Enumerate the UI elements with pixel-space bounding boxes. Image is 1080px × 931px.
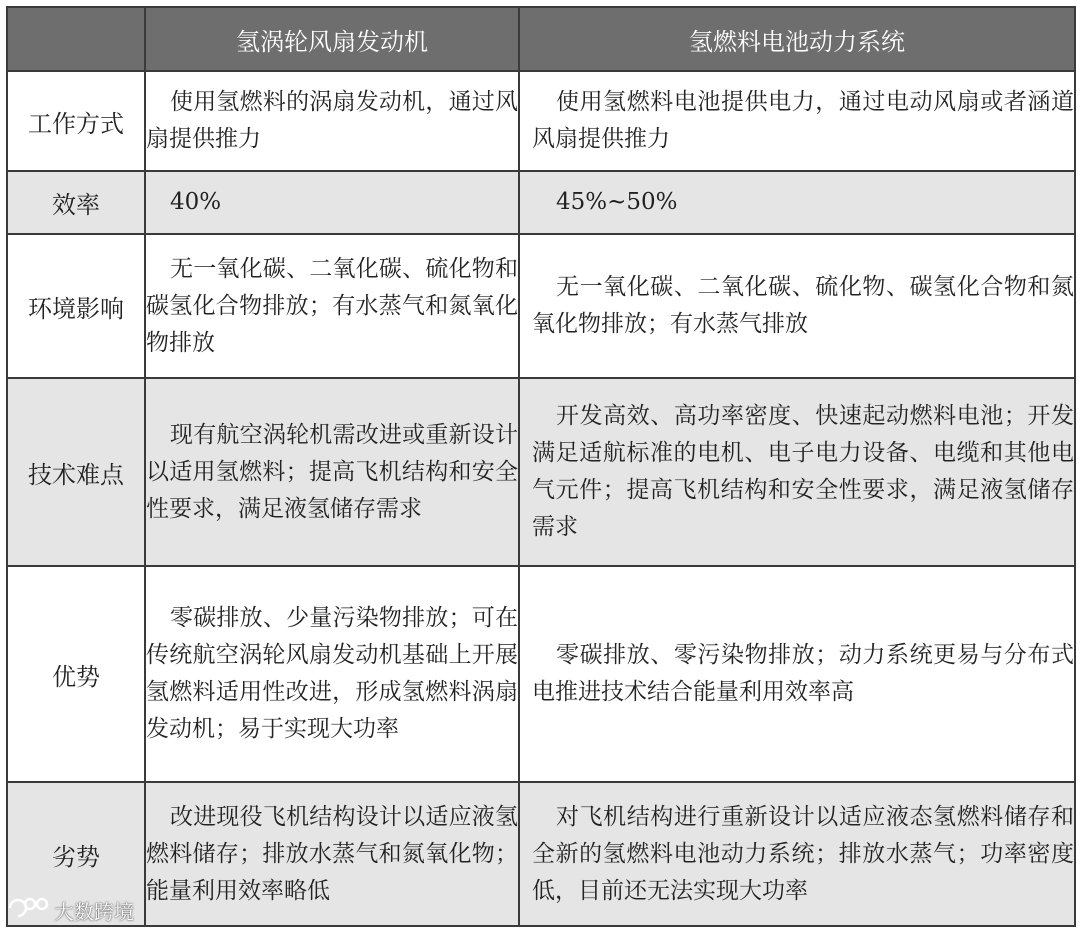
table-row bbox=[7, 566, 1075, 782]
table-row bbox=[7, 71, 1075, 171]
fuel-cell-cell: 45%~50% bbox=[519, 171, 1075, 234]
fuel-cell-cell: 无一氧化碳、二氧化碳、硫化物、碳氢化合物和氮氧化物排放；有水蒸气排放 bbox=[519, 234, 1075, 378]
turbofan-cell: 使用氢燃料的涡扇发动机，通过风扇提供推力 bbox=[145, 71, 519, 171]
fuel-cell-cell: 对飞机结构进行重新设计以适应液态氢燃料储存和全新的氢燃料电池动力系统；排放水蒸气；功率密度低，目前还无法实现大功率 bbox=[519, 782, 1075, 926]
row-label: 工作方式 bbox=[7, 71, 145, 171]
fuel-cell-cell: 使用氢燃料电池提供电力，通过电动风扇或者涵道风扇提供推力 bbox=[519, 71, 1075, 171]
fuel-cell-cell: 开发高效、高功率密度、快速起动燃料电池；开发满足适航标准的电机、电子电力设备、电缆和其他电气元件；提高飞机结构和安全性要求，满足液氢储存需求 bbox=[519, 378, 1075, 566]
comparison-table bbox=[6, 6, 1076, 927]
turbofan-cell: 40% bbox=[145, 171, 519, 234]
turbofan-cell: 无一氧化碳、二氧化碳、硫化物和碳氢化合物排放；有水蒸气和氮氧化物排放 bbox=[145, 234, 519, 378]
logo-icon bbox=[6, 896, 54, 925]
table-row bbox=[7, 378, 1075, 566]
watermark bbox=[6, 896, 134, 924]
turbofan-cell: 改进现役飞机结构设计以适应液氢燃料储存；排放水蒸气和氮氧化物；能量利用效率略低 bbox=[145, 782, 519, 926]
row-label: 技术难点 bbox=[7, 378, 145, 566]
header-fuel-cell: 氢燃料电池动力系统 bbox=[519, 7, 1075, 71]
header-corner bbox=[7, 7, 145, 71]
watermark-text: 大数跨境 bbox=[54, 899, 134, 924]
header-row bbox=[7, 7, 1075, 71]
header-turbofan: 氢涡轮风扇发动机 bbox=[145, 7, 519, 71]
table-row bbox=[7, 782, 1075, 926]
turbofan-cell: 零碳排放、少量污染物排放；可在传统航空涡轮风扇发动机基础上开展氢燃料适用性改进，形成氢燃料涡扇发动机；易于实现大功率 bbox=[145, 566, 519, 782]
row-label: 劣势 bbox=[7, 782, 145, 926]
fuel-cell-cell: 零碳排放、零污染物排放；动力系统更易与分布式电推进技术结合能量利用效率高 bbox=[519, 566, 1075, 782]
table-row bbox=[7, 171, 1075, 234]
row-label: 效率 bbox=[7, 171, 145, 234]
row-label: 优势 bbox=[7, 566, 145, 782]
table-row bbox=[7, 234, 1075, 378]
row-label: 环境影响 bbox=[7, 234, 145, 378]
turbofan-cell: 现有航空涡轮机需改进或重新设计以适用氢燃料；提高飞机结构和安全性要求，满足液氢储存需求 bbox=[145, 378, 519, 566]
